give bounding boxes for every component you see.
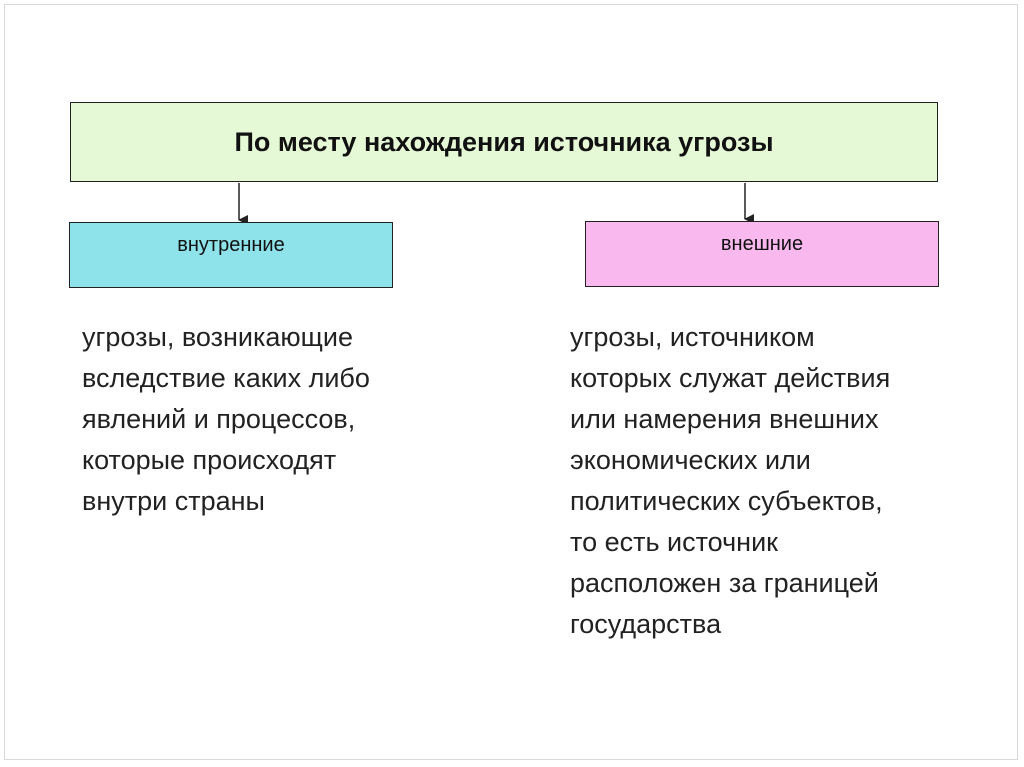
internal-box [69, 222, 393, 288]
external-description-line: государства [570, 609, 722, 639]
title-box [70, 102, 938, 182]
internal-description-line: явлений и процессов, [82, 404, 356, 434]
external-description-line: угрозы, источником [570, 322, 815, 352]
internal-description-line: которые происходят [82, 445, 337, 475]
external-description-line: политических субъектов, [570, 486, 883, 516]
external-box [585, 221, 939, 287]
external-description-line: то есть источник [570, 527, 778, 557]
internal-label: внутренние [177, 234, 285, 256]
external-description-line: или намерения внешних [570, 404, 879, 434]
external-description-line: расположен за границей [570, 568, 879, 598]
external-description [570, 317, 990, 645]
external-label: внешние [720, 233, 804, 255]
external-description-line: экономических или [570, 445, 811, 475]
internal-description-line: внутри страны [82, 486, 265, 516]
internal-description-line: угрозы, возникающие [82, 322, 353, 352]
internal-description [82, 317, 462, 522]
external-description-line: которых служат действия [570, 363, 891, 393]
diagram-title: По месту нахождения источника угрозы [234, 126, 774, 157]
internal-description-line: вследствие каких либо [82, 363, 370, 393]
